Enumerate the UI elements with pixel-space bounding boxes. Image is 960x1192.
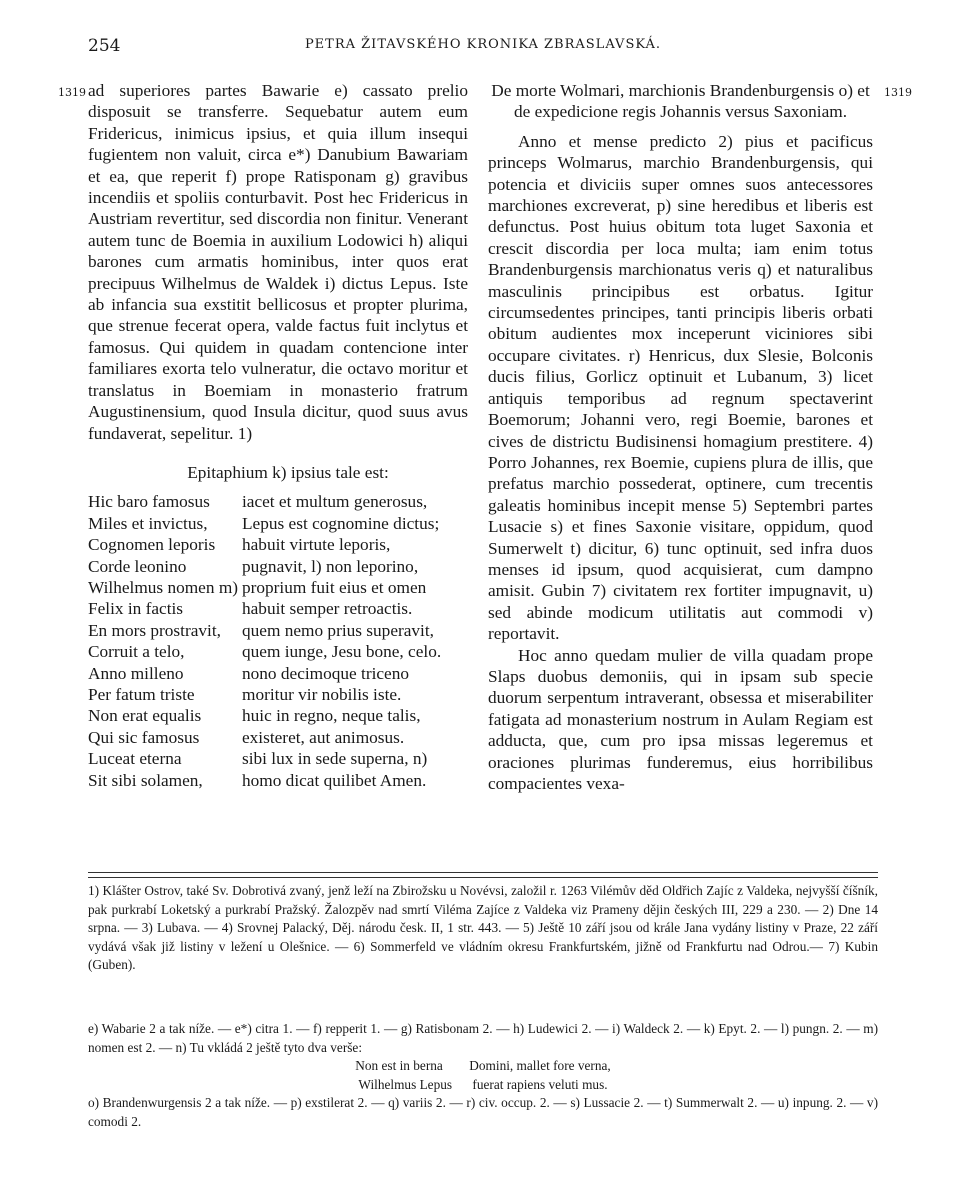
running-header	[88, 36, 878, 60]
verse-line	[88, 620, 468, 641]
verse-line	[88, 513, 468, 534]
verse-half: Wilhelmus Lepus	[358, 1076, 453, 1092]
footnotes	[88, 882, 878, 975]
verse-half: Corruit a telo,	[88, 642, 185, 662]
margin-year-left: 1319	[58, 86, 86, 99]
verse-half: habuit virtute leporis,	[242, 535, 391, 555]
chapter-heading: De morte Wolmari, marchionis Brandenburgensis o) et de expedicione regis Johannis versus Saxoniam.	[491, 81, 870, 122]
verse-half: Felix in factis	[88, 599, 184, 619]
verse-half: Cognomen leporis	[88, 535, 216, 555]
verse-half: nono decimoque triceno	[242, 663, 409, 683]
verse-half: homo dicat quilibet Amen.	[242, 770, 427, 790]
margin-year-right: 1319	[884, 86, 912, 99]
verse-half: quem iunge, Jesu bone, celo.	[242, 642, 442, 662]
verse-half: pugnavit, l) non leporino,	[242, 556, 419, 576]
variant-verse	[88, 1057, 878, 1076]
left-column	[88, 80, 468, 791]
footnote-text: 1) Klášter Ostrov, také Sv. Dobrotivá zvaný, jenž leží na Zbirožsku u Novévsi, založil r. 1263 Vilémův děd Oldřich Zajíc z Valdeka, nejvyšší číšník, pak purkrabí Loketský a purkrabí Pražský. Žalozpěv nad smrtí Viléma Zajíce z Valdeka viz Prameny dějin českých III, 229 a 230. — 2) Dne 14 srpna. — 3) Lubava. — 4) Srovnej Palacký, Děj. národu česk. II, 1 str. 443. — 5) Ještě 10 září jsou od krále Jana vydány listiny v Praze, 22 září vydává však již listiny v ležení u Olešnice. — 6) Sommerfeld ve vládním okresu Frankfurtském, jižně od Frankfurtu nad Odrou.— 7) Kubin (Guben).	[88, 883, 878, 973]
verse-half: Non est in berna	[355, 1058, 443, 1074]
variant-verse	[88, 1076, 878, 1095]
verse-half: moritur vir nobilis iste.	[242, 684, 402, 704]
verse-half: existeret, aut animosus.	[242, 727, 405, 747]
chronicle-paragraph: Anno et mense predicto 2) pius et pacificus princeps Wolmarus, marchio Brandenburgensis, qui potencia et diviciis super omnes suos antecessores marchiones excreverat, p) sine heredibus et liberis est defunctus. Post huius obitum tota luget Saxonia et crescit discordia per loca multa; iam enim totus Brandenburgensis marchionatus veris q) et naturalibus masculinis principibus est orbatus. Igitur circumsedentes principes, tanti principis liberis orbati obitum audientes mox inceperunt viciniores sibi occupare civitates. r) Henricus, dux Slesie, Bolconis ducis filius, Gorlicz optinuit et Lubanum, 3) licet antiquis temporibus ad regnum spectaverint Boemorum; Johanni vero, regi Boemie, barones et cives de districtu Budisinensi homagium prestitere. 4) Porro Johannes, rex Boemie, cupiens plura de illis, que prefatus marchio possederat, optinere, cum trecentis galeatis hominibus incepit mense 5) Septembri partes Lusacie s) et fines Saxonie visitare, oppidum, quod Sumerwelt t) dicitur, 6) tunc optinuit, sed infra duos menses id ipsum, quod acquisierat, cum dampno amisit. Gubin 7) civitatem rex fortiter impugnavit, u) sed abinde modicum utilitatis aut commodi v) reportavit.	[488, 131, 873, 644]
verse-half: Qui sic famosus	[88, 727, 200, 747]
epitaph-verses	[88, 491, 468, 791]
verse-line	[88, 598, 468, 619]
verse-half: proprium fuit eius et omen	[242, 577, 427, 597]
verse-half: habuit semper retroactis.	[242, 599, 413, 619]
verse-line	[88, 491, 468, 512]
verse-half: huic in regno, neque talis,	[242, 706, 421, 726]
verse-half: Non erat equalis	[88, 706, 202, 726]
verse-line	[88, 770, 468, 791]
variant-line: o) Brandenwurgensis 2 a tak níže. — p) exstilerat 2. — q) variis 2. — r) civ. occup. 2. — s) Lussacie 2. — t) Summerwalt 2. — u) inpung. 2. — v) comodi 2.	[88, 1095, 878, 1129]
verse-half: Wilhelmus nomen m)	[88, 577, 239, 597]
running-title: PETRA ŽITAVSKÉHO KRONIKA ZBRASLAVSKÁ.	[304, 37, 662, 52]
page-number: 254	[88, 36, 121, 56]
verse-half: Domini, mallet fore verna,	[469, 1058, 611, 1074]
verse-line	[88, 727, 468, 748]
verse-line	[88, 641, 468, 662]
verse-half: quem nemo prius superavit,	[242, 620, 434, 640]
footnote-rule	[88, 877, 878, 878]
verse-half: Lepus est cognomine dictus;	[242, 513, 440, 533]
footnote-rule	[88, 872, 878, 873]
verse-line	[88, 705, 468, 726]
verse-half: Corde leonino	[88, 556, 187, 576]
verse-line	[88, 534, 468, 555]
verse-line	[88, 577, 468, 598]
verse-half: Miles et invictus,	[88, 513, 208, 533]
verse-half: Luceat eterna	[88, 749, 182, 769]
verse-half: iacet et multum generosus,	[242, 492, 428, 512]
verse-line	[88, 684, 468, 705]
variant-line: e) Wabarie 2 a tak níže. — e*) citra 1. — f) repperit 1. — g) Ratisbonam 2. — h) Ludewici 2. — i) Waldeck 2. — k) Epyt. 2. — l) pungn. 2. — m) nomen est 2. — n) Tu vkládá 2 ještě tyto dva verše:	[88, 1021, 878, 1055]
verse-line	[88, 748, 468, 769]
chronicle-paragraph: ad superiores partes Bawarie e) cassato prelio disposuit se transferre. Sequebatur autem eum Fridericus, inimicus ipsius, et quia illum insequi fugientem non valuit, circa e*) Danubium Bawariam et ea, que reperit f) prope Ratisponam g) gravibus incendiis et spoliis conturbavit. Post hec Fridericus in Austriam revertitur, sed discordia non finitur. Venerant autem tunc de Boemia in auxilium Lodowici h) aliqui barones cum armatis hominibus, inter quos erat precipuus Wilhelmus de Waldek i) dictus Lepus. Iste ab infancia sua exstitit bellicosus et propter plurima, que strenue fecerat opera, valde factus fuit inclytus et famosus. Qui quidem in quadam contencione inter familiares exorta telo vulneratur, die octavo moritur et translatus in Boemiam in monasterio fratrum Augustinensium, quod Insula dicitur, quod suus avus fundaverat, sepelitur. 1)	[88, 81, 468, 443]
verse-half: En mors prostravit,	[88, 620, 221, 640]
verse-line	[88, 556, 468, 577]
verse-half: Per fatum triste	[88, 684, 195, 704]
verse-half: Anno milleno	[88, 663, 184, 683]
verse-line	[88, 663, 468, 684]
chronicle-paragraph: Hoc anno quedam mulier de villa quadam prope Slaps duobus demoniis, qui in ipsam sub specie duorum serpentum intraverant, obsessa et miserabiliter fatigata ad monasterium nostrum in Aulam Regiam est adducta, que, cum pro ipsa missas legeremus et oraciones plurimas funderemus, eius horribilibus compacientes vexa-	[488, 645, 873, 793]
variant-readings	[88, 1020, 878, 1132]
right-column	[488, 80, 873, 794]
verse-half: fuerat rapiens veluti mus.	[472, 1076, 608, 1092]
verse-half: Sit sibi solamen,	[88, 770, 203, 790]
verse-half: Hic baro famosus	[88, 492, 210, 512]
verse-half: sibi lux in sede superna, n)	[242, 749, 428, 769]
epitaph-heading: Epitaphium k) ipsius tale est:	[187, 462, 389, 482]
